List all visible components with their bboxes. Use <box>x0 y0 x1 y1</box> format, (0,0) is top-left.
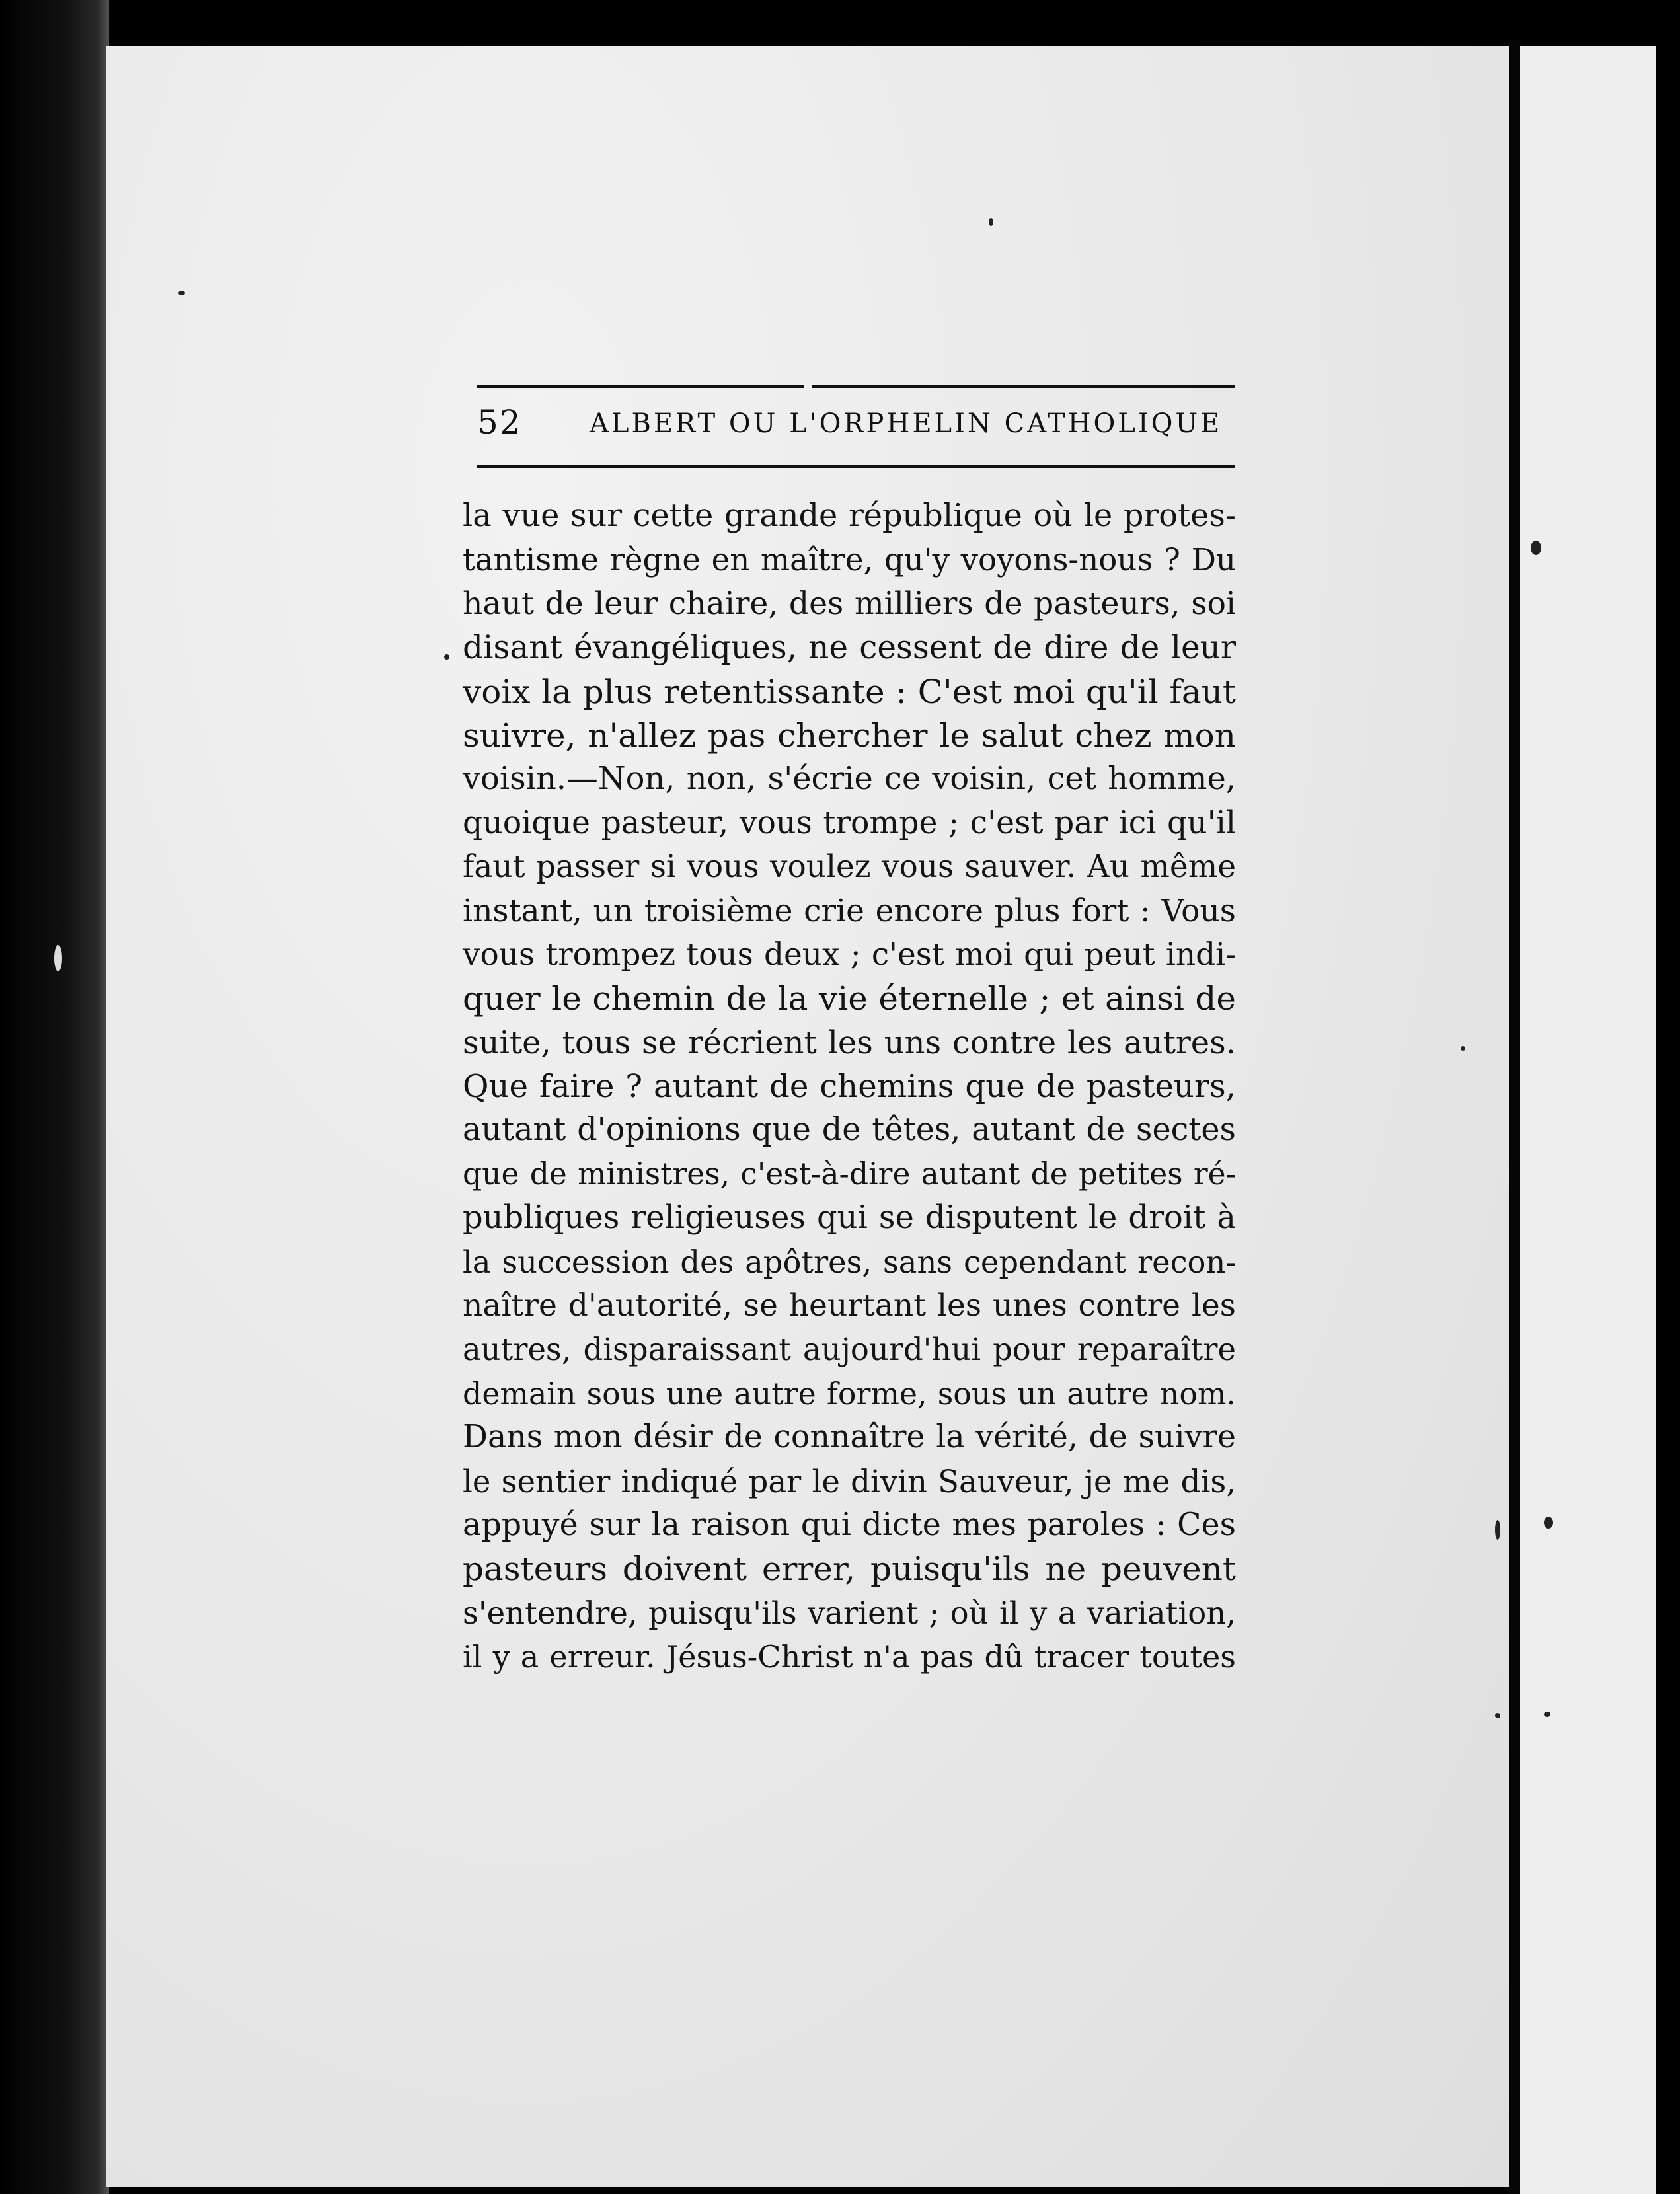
text-line: Dans mon désir de connaître la vérité, de suivre <box>463 1419 1236 1456</box>
header-rule-top-left <box>477 385 804 388</box>
scan-speck <box>54 945 62 971</box>
text-line: quer le chemin de la vie éternelle ; et ainsi de <box>463 979 1236 1018</box>
text-line: suivre, n'allez pas chercher le salut chez mon <box>463 716 1236 755</box>
scan-speck <box>178 291 185 295</box>
text-line: Que faire ? autant de chemins que de pasteurs, <box>463 1068 1236 1106</box>
text-line: instant, un troisième crie encore plus fort : Vous <box>463 892 1236 929</box>
text-line: tantisme règne en maître, qu'y voyons-nous ? Du <box>463 542 1236 578</box>
header-rule-top-right <box>812 385 1235 388</box>
text-line: quoique pasteur, vous trompe ; c'est par ici qu'il <box>463 804 1236 841</box>
text-line: voisin.—Non, non, s'écrie ce voisin, cet homme, <box>463 761 1236 798</box>
text-line: faut passer si vous voulez vous sauver. Au même <box>463 849 1236 886</box>
scan-right-border <box>1656 0 1680 2194</box>
scan-speck <box>1544 1517 1553 1529</box>
running-title: ALBERT OU L'ORPHELIN CATHOLIQUE <box>590 408 1223 439</box>
text-line: la vue sur cette grande république où le protes- <box>463 498 1236 534</box>
scan-speck <box>989 218 993 226</box>
text-line: la succession des apôtres, sans cependant recon- <box>463 1244 1236 1280</box>
scan-speck <box>1531 541 1541 555</box>
text-line: appuyé sur la raison qui dicte mes paroles : Ces <box>463 1506 1236 1543</box>
text-line: voix la plus retentissante : C'est moi qu'il faut <box>463 672 1236 711</box>
header-rule-bottom <box>477 465 1235 468</box>
scan-speck <box>1544 1712 1550 1717</box>
text-line: il y a erreur. Jésus-Christ n'a pas dû tracer toutes <box>463 1639 1236 1675</box>
scan-speck <box>1495 1520 1500 1540</box>
text-line: disant évangéliques, ne cessent de dire de leur <box>463 629 1236 667</box>
text-line: suite, tous se récrient les uns contre les autres. <box>463 1024 1236 1061</box>
scan-speck <box>444 654 449 660</box>
body-text <box>463 494 1236 1679</box>
scan-speck <box>1461 1046 1465 1051</box>
text-line: haut de leur chaire, des milliers de pasteurs, soi <box>463 585 1236 622</box>
text-line: vous trompez tous deux ; c'est moi qui peut indi- <box>463 936 1236 973</box>
text-line: demain sous une autre forme, sous un autre nom. <box>463 1375 1236 1412</box>
text-line: naître d'autorité, se heurtant les unes contre les <box>463 1287 1236 1324</box>
text-line: autant d'opinions que de têtes, autant de sectes <box>463 1112 1236 1149</box>
text-line: que de ministres, c'est-à-dire autant de petites ré- <box>463 1156 1236 1192</box>
scan-speck <box>1495 1713 1500 1718</box>
book-binding-edge <box>0 0 109 2194</box>
scan-top-border <box>0 0 1680 48</box>
page-header <box>477 403 1235 456</box>
page-number: 52 <box>477 403 522 441</box>
text-line: le sentier indiqué par le divin Sauveur, je me dis, <box>463 1463 1236 1499</box>
text-line: autres, disparaissant aujourd'hui pour reparaître <box>463 1332 1236 1368</box>
text-line: publiques religieuses qui se disputent le droit à <box>463 1199 1236 1236</box>
text-line: pasteurs doivent errer, puisqu'ils ne peuvent <box>463 1550 1236 1589</box>
text-line: s'entendre, puisqu'ils varient ; où il y a variation, <box>463 1595 1236 1631</box>
